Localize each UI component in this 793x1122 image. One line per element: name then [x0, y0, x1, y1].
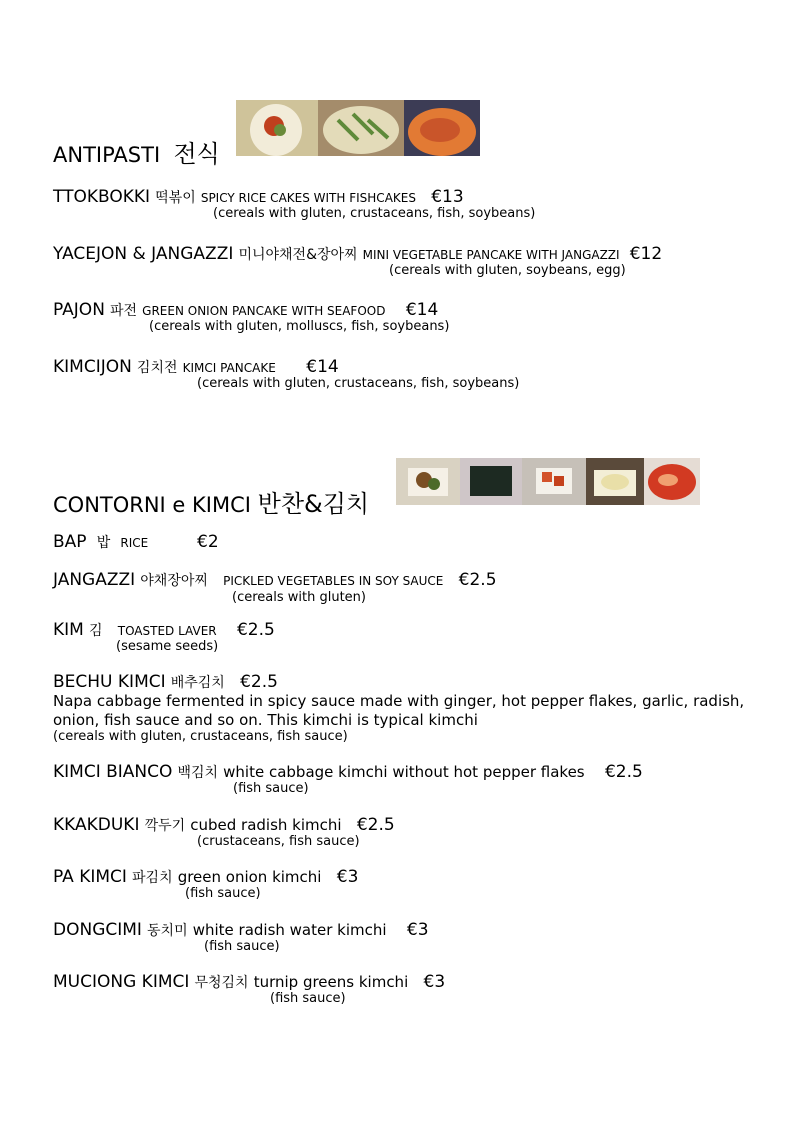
item-name: TTOKBOKKI	[53, 187, 151, 207]
food-photo-kimcijon	[404, 100, 480, 156]
section-title-contorni	[53, 484, 369, 519]
item-name: KIMCI BIANCO	[53, 762, 173, 782]
food-photo-kim	[460, 458, 522, 505]
item-korean: 미니야채전&장아찌	[238, 247, 358, 263]
item-korean: 무청김치	[194, 975, 249, 991]
item-allergens: (fish sauce)	[185, 886, 261, 901]
item-allergens: (fish sauce)	[233, 781, 309, 796]
item-price: €3	[336, 867, 359, 887]
menu-item-pajon	[53, 300, 438, 320]
menu-item-jangazzi	[53, 570, 497, 590]
item-price: €14	[306, 357, 339, 377]
food-photo-ttokbokki	[236, 100, 318, 156]
food-photo-kkakduki	[522, 458, 586, 505]
item-korean: 김	[88, 623, 103, 639]
section-title-text: ANTIPASTI	[53, 143, 161, 167]
item-korean: 동치미	[147, 923, 188, 939]
item-name: MUCIONG KIMCI	[53, 972, 190, 992]
item-name: KIMCIJON	[53, 357, 132, 377]
item-allergens: (cereals with gluten, molluscs, fish, soybeans)	[149, 319, 450, 334]
item-korean: 야채장아찌	[140, 573, 208, 589]
item-desc: MINI VEGETABLE PANCAKE WITH JANGAZZI	[362, 248, 620, 262]
item-price: €2.5	[604, 762, 643, 782]
item-desc: turnip greens kimchi	[253, 973, 409, 991]
item-price: €12	[629, 244, 663, 264]
item-korean: 밥	[96, 535, 111, 551]
item-desc: white cabbage kimchi without hot pepper flakes	[223, 763, 585, 781]
item-name: PA KIMCI	[53, 867, 127, 887]
item-allergens: (cereals with gluten, soybeans, egg)	[389, 263, 626, 278]
item-price: €2.5	[458, 570, 497, 590]
item-name: KIM	[53, 620, 84, 640]
menu-item-kim	[53, 620, 275, 640]
menu-item-dongcimi	[53, 920, 429, 940]
menu-item-bap	[53, 532, 148, 552]
item-allergens: (crustaceans, fish sauce)	[197, 834, 360, 849]
item-korean: 떡볶이	[155, 190, 196, 206]
item-name: DONGCIMI	[53, 920, 142, 940]
item-price: €3	[406, 920, 429, 940]
item-price: €2.5	[240, 672, 278, 692]
menu-item-bechu-kimci	[53, 672, 278, 692]
item-price: €2	[197, 532, 219, 552]
item-price: €2.5	[236, 620, 275, 640]
menu-item-kkakduki	[53, 815, 395, 835]
item-description: Napa cabbage fermented in spicy sauce made with ginger, hot pepper flakes, garlic, radish, onion, fish sauce and so on. This kimchi is typical kimchi	[53, 692, 745, 729]
item-allergens: (cereals with gluten)	[232, 590, 366, 605]
item-price: €3	[423, 972, 446, 992]
item-korean: 파전	[110, 303, 138, 319]
section-title-korean: 전식	[173, 140, 220, 168]
menu-item-ttokbokki	[53, 187, 464, 207]
item-allergens: (fish sauce)	[270, 991, 346, 1006]
food-photo-kimci-bianco	[586, 458, 644, 505]
section-title-antipasti	[53, 134, 220, 169]
item-name: JANGAZZI	[53, 570, 136, 590]
item-name: BECHU KIMCI	[53, 672, 166, 692]
item-desc: cubed radish kimchi	[190, 816, 342, 834]
item-korean: 김치전	[136, 360, 178, 376]
menu-item-muciong-kimci	[53, 972, 445, 992]
item-desc: SPICY RICE CAKES WITH FISHCAKES	[200, 191, 416, 205]
item-korean: 배추김치	[170, 675, 225, 691]
item-allergens: (sesame seeds)	[116, 639, 219, 654]
item-name: KKAKDUKI	[53, 815, 140, 835]
item-allergens: (cereals with gluten, crustaceans, fish, soybeans)	[213, 206, 536, 221]
item-desc: green onion kimchi	[177, 868, 322, 886]
contorni-photos	[396, 458, 700, 505]
menu-item-kimci-bianco	[53, 762, 643, 782]
item-name: BAP	[53, 532, 87, 552]
menu-item-yacejon	[53, 244, 662, 264]
item-price: €2.5	[356, 815, 395, 835]
item-allergens: (fish sauce)	[204, 939, 280, 954]
food-photo-bechu-kimci	[644, 458, 700, 505]
menu-item-pa-kimci	[53, 867, 358, 887]
item-desc: white radish water kimchi	[192, 921, 387, 939]
food-photo-pancake	[318, 100, 404, 156]
antipasti-photos	[236, 100, 480, 156]
item-price: €14	[405, 300, 439, 320]
item-desc: PICKLED VEGETABLES IN SOY SAUCE	[223, 574, 444, 588]
item-korean: 파김치	[132, 870, 173, 886]
section-title-korean: 반찬&김치	[257, 490, 370, 518]
section-title-text: CONTORNI e KIMCI	[53, 493, 251, 517]
item-korean: 백김치	[177, 765, 219, 781]
item-price: €13	[431, 187, 464, 207]
menu-item-kimcijon	[53, 357, 339, 377]
item-name: YACEJON & JANGAZZI	[53, 244, 234, 264]
item-desc: KIMCI PANCAKE	[182, 361, 276, 375]
item-name: PAJON	[53, 300, 105, 320]
item-allergens: (cereals with gluten, crustaceans, fish sauce)	[53, 729, 348, 744]
item-desc: GREEN ONION PANCAKE WITH SEAFOOD	[142, 304, 386, 318]
food-photo-jangazzi	[396, 458, 460, 505]
item-desc: RICE	[120, 536, 149, 550]
item-allergens: (cereals with gluten, crustaceans, fish, soybeans)	[197, 376, 520, 391]
item-korean: 깍두기	[144, 818, 186, 834]
item-desc: TOASTED LAVER	[117, 624, 217, 638]
